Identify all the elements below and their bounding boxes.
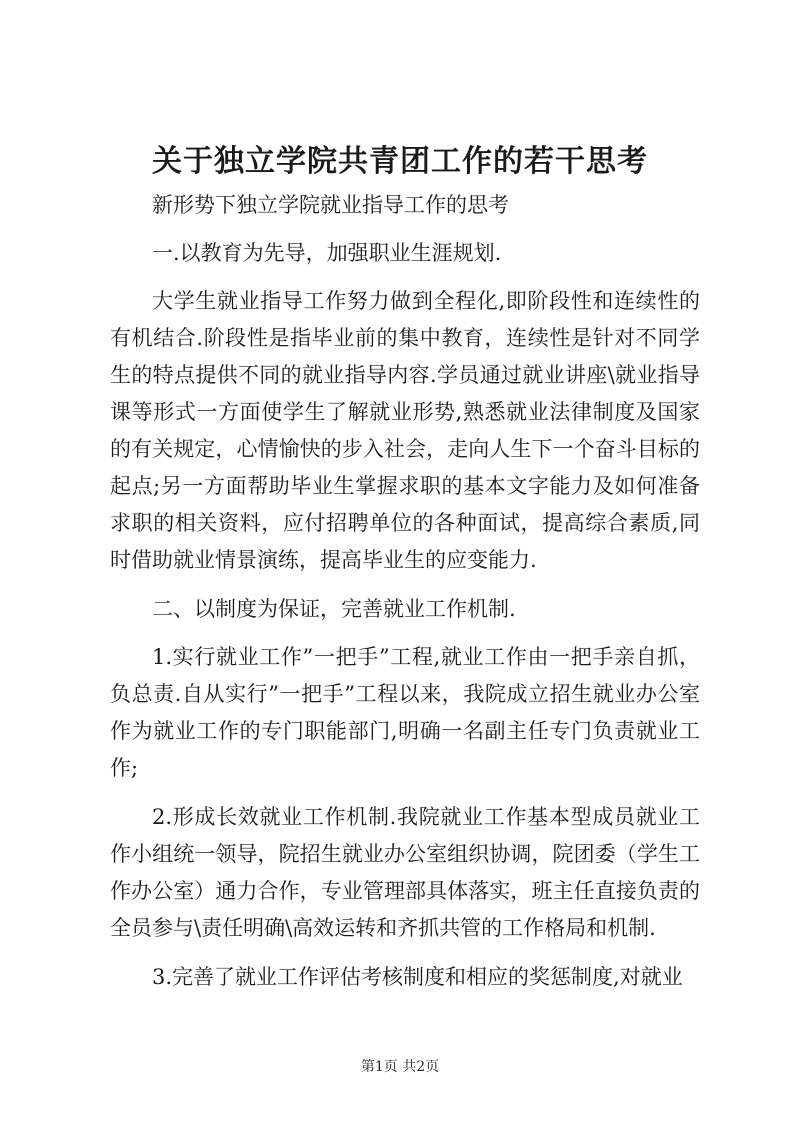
- paragraph-section-one-heading: 一.以教育为先导，加强职业生涯规划.: [152, 241, 502, 265]
- paragraph-subtitle: 新形势下独立学院就业指导工作的思考: [152, 193, 509, 217]
- document-title: 关于独立学院共青团工作的若干思考: [152, 144, 648, 179]
- document-body: [110, 187, 700, 1008]
- paragraph-career-guidance: 大学生就业指导工作努力做到全程化,即阶段性和连续性的有机结合.阶段性是指毕业前的集中教育，连续性是针对不同学生的特点提供不同的就业指导内容.学员通过就业讲座\就业指导课等形式一方面使学生了解就业形势,熟悉就业法律制度及国家的有关规定，心情愉快的步入社会，走向人生下一个奋斗目标的起点;另一方面帮助毕业生掌握求职的基本文字能力及如何准备求职的相关资料，应付招聘单位的各种面试，提高综合素质,同时借助就业情景演练，提高毕业生的应变能力.: [110, 289, 700, 572]
- paragraph-section-two-heading: 二、以制度为保证，完善就业工作机制.: [152, 597, 516, 621]
- paragraph-item-one: 1.实行就业工作”一把手”工程,就业工作由一把手亲自抓，负总责.自从实行”一把手”工程以来，我院成立招生就业办公室作为就业工作的专门职能部门,明确一名副主任专门负责就业工作;: [110, 645, 700, 780]
- page-footer: 第1页 共2页: [360, 1059, 440, 1075]
- paragraph-item-three: 3.完善了就业工作评估考核制度和相应的奖惩制度,对就业: [152, 965, 683, 989]
- paragraph-item-two: 2.形成长效就业工作机制.我院就业工作基本型成员就业工作小组统一领导，院招生就业办公室组织协调，院团委（学生工作办公室）通力合作，专业管理部具体落实，班主任直接负责的全员参与\责任明确\高效运转和齐抓共管的工作格局和机制.: [110, 805, 700, 940]
